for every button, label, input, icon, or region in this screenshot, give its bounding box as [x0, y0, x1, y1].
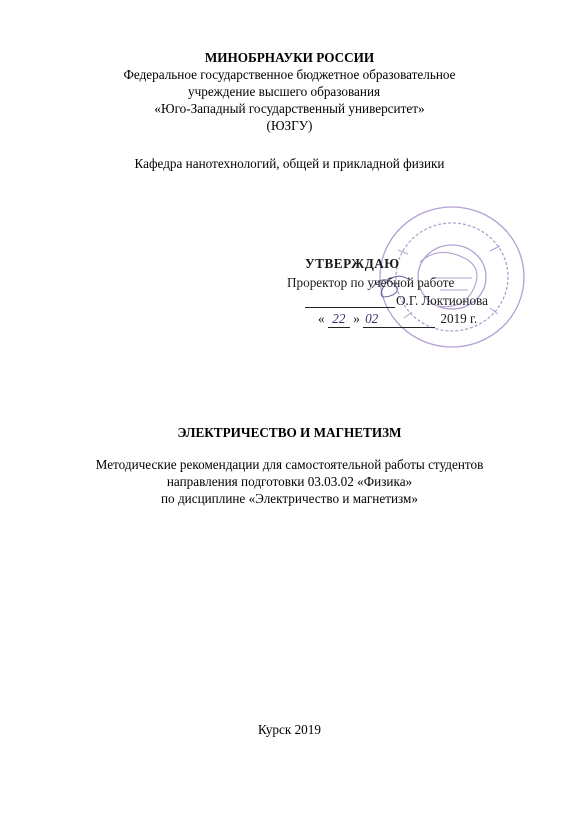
org-line-3: «Юго-Западный государственный университет»	[154, 101, 425, 116]
approval-name: О.Г. Локтионова	[396, 293, 488, 308]
approval-day: 22	[328, 311, 350, 328]
ministry-heading: МИНОБРНАУКИ РОССИИ	[204, 50, 375, 65]
subtitle-line-1: Методические рекомендации для самостоятельной работы студентов	[95, 457, 484, 472]
org-line-2: учреждение высшего образования	[188, 84, 381, 99]
approval-title: УТВЕРЖДАЮ	[305, 256, 400, 271]
signature-line	[305, 307, 395, 308]
subtitle-line-2: направления подготовки 03.03.02 «Физика»	[166, 474, 413, 489]
approval-year: 2019 г.	[440, 311, 478, 326]
approval-date	[318, 311, 477, 328]
document-title: ЭЛЕКТРИЧЕСТВО И МАГНЕТИЗМ	[177, 425, 402, 440]
approval-position: Проректор по учебной работе	[287, 275, 455, 290]
subtitle-line-3: по дисциплине «Электричество и магнетизм»	[161, 491, 418, 506]
city-year: Курск 2019	[258, 722, 321, 737]
quote-close: »	[353, 311, 360, 326]
org-abbreviation: (ЮЗГУ)	[266, 118, 313, 133]
department-name: Кафедра нанотехнологий, общей и прикладной физики	[134, 156, 445, 171]
org-line-1: Федеральное государственное бюджетное образовательное	[123, 67, 456, 82]
quote-open: «	[318, 311, 325, 326]
approval-month: 02	[363, 311, 435, 328]
